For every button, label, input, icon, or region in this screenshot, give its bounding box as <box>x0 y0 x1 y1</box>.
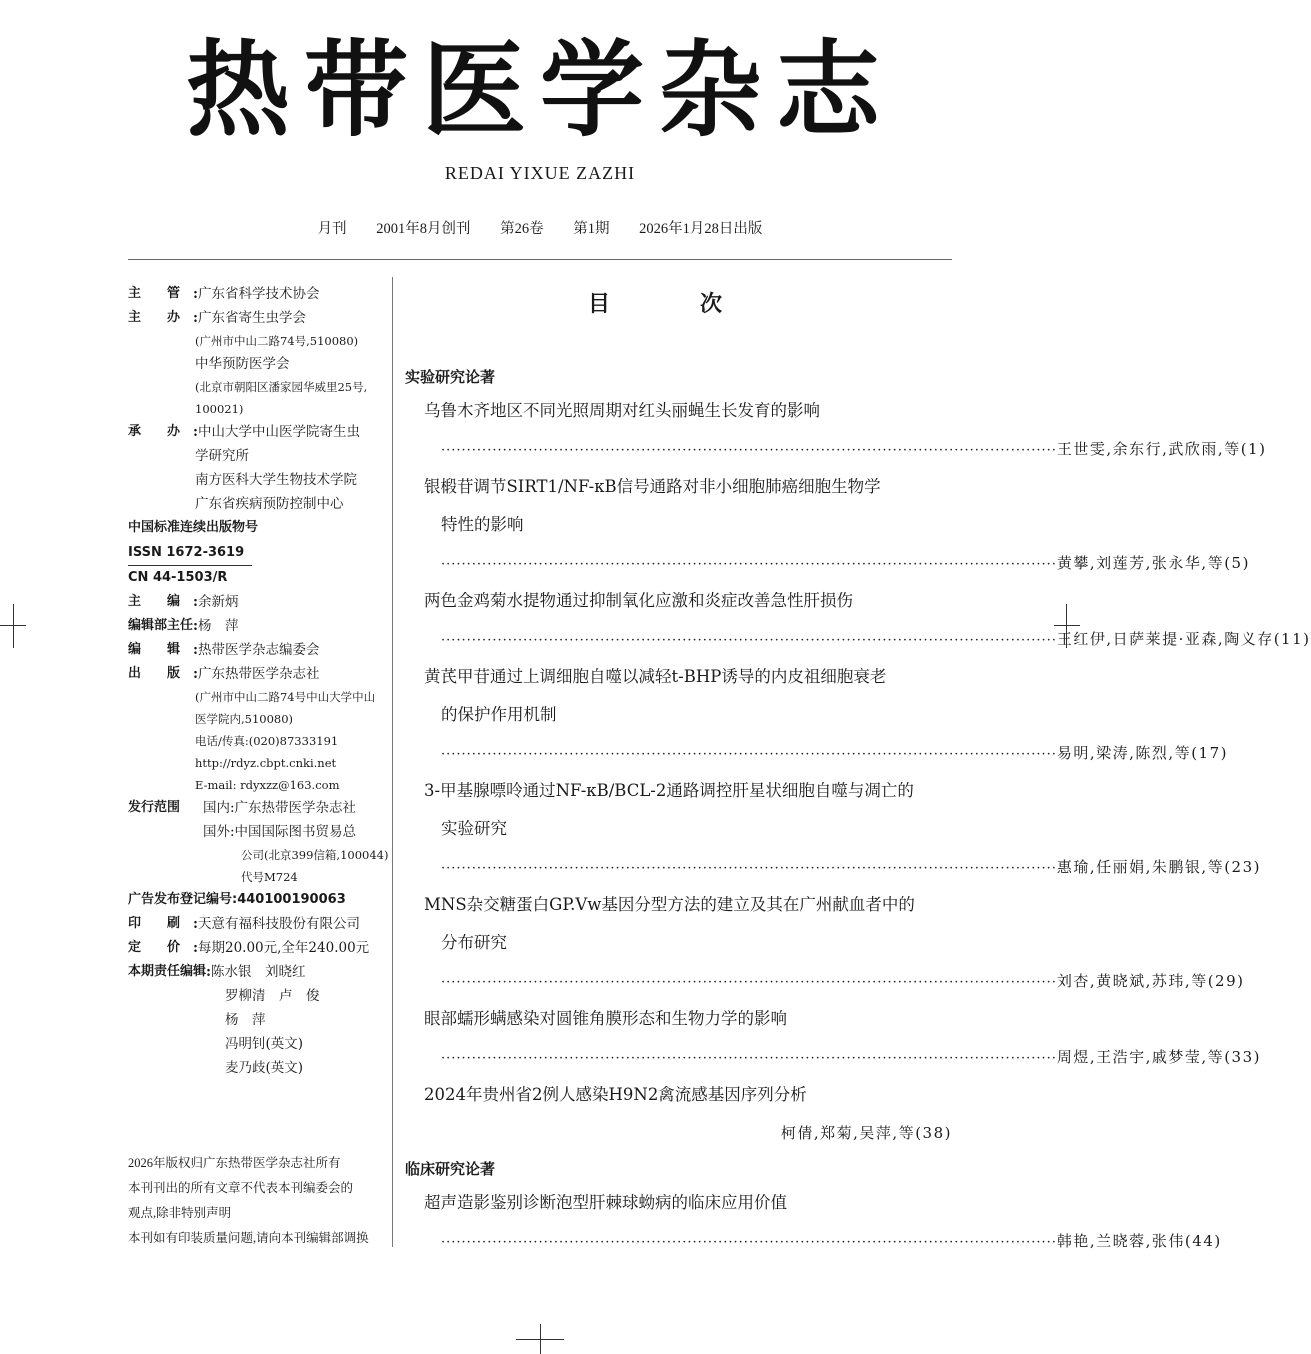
info-office-head: 编辑部主任 : 杨 萍 <box>128 618 239 634</box>
info-sponsor2-address-zip: 100021) <box>195 402 244 416</box>
info-organizer: 承 办 : 中山大学中山医学院寄生虫 <box>128 424 360 440</box>
toc-entry[interactable] <box>405 658 1228 772</box>
info-resp-editor-4: 冯明钊(英文) <box>225 1036 304 1052</box>
info-dist-foreign: 国外:中国国际图书贸易总 <box>203 824 357 840</box>
info-editor: 主 编 : 余新炳 <box>128 594 239 610</box>
journal-pinyin: REDAI YIXUE ZAZHI <box>444 163 636 183</box>
copyright-note: 2026年版权归广东热带医学杂志社所有 <box>128 1156 341 1170</box>
toc-entry[interactable] <box>405 1000 1261 1076</box>
leader-dots: ························································································································ <box>441 443 1057 458</box>
toc-entry-title: 乌鲁木齐地区不同光照周期对红头丽蝇生长发育的影响 <box>424 401 820 420</box>
leader-dots: ························································································································ <box>441 747 1057 762</box>
toc-entry[interactable] <box>405 772 1261 886</box>
toc-entry-authors: 周煜,王浩宇,戚梦莹,等(33) <box>1056 1048 1261 1066</box>
crop-mark-left <box>13 604 14 648</box>
info-distribution: 发行范围 国内:广东热带医学杂志社 <box>128 800 357 816</box>
toc-entry[interactable] <box>405 392 1267 468</box>
issue-volume: 第26卷 <box>500 221 544 237</box>
toc-entry-title: 实验研究 <box>441 819 507 838</box>
info-editorial: 编 辑 : 热带医学杂志编委会 <box>128 642 320 658</box>
toc-entry-title: 黄芪甲苷通过上调细胞自噬以减轻t-BHP诱导的内皮祖细胞衰老 <box>424 667 887 686</box>
issue-founded: 2001年8月创刊 <box>376 221 471 237</box>
info-organizer3: 广东省疾病预防控制中心 <box>195 496 344 512</box>
toc-entry-authors-line <box>405 1222 1222 1260</box>
toc-entry-authors: 柯倩,郑菊,吴萍,等(38) <box>780 1124 952 1142</box>
toc-entry[interactable] <box>405 582 1311 658</box>
leader-dots: ························································································································ <box>441 861 1057 876</box>
info-organizer2: 南方医科大学生物技术学院 <box>195 472 357 488</box>
toc-entry-title: 的保护作用机制 <box>441 705 557 724</box>
toc-entry-authors: 韩艳,兰晓蓉,张伟(44) <box>1056 1232 1222 1250</box>
info-sponsor2-address: (北京市朝阳区潘家园华威里25号, <box>195 380 368 394</box>
toc-entry-title: 特性的影响 <box>441 515 524 534</box>
toc-entry-title: MNS杂交糖蛋白GP.Vw基因分型方法的建立及其在广州献血者中的 <box>424 895 915 914</box>
toc-entry-authors-line <box>405 1114 952 1152</box>
info-ad-registration: 广告发布登记编号:440100190063 <box>128 892 346 907</box>
toc-section-heading: 临床研究论著 <box>405 1160 496 1178</box>
toc-entry-authors-line <box>405 1038 1261 1076</box>
issue-number: 第1期 <box>573 221 610 237</box>
toc-entry-title: 两色金鸡菊水提物通过抑制氧化应激和炎症改善急性肝损伤 <box>424 591 853 610</box>
disclaimer-note-cont: 观点,除非特别声明 <box>128 1206 232 1220</box>
toc-heading: 目 次 <box>587 292 756 317</box>
info-resp-editor-2: 罗柳清 卢 俊 <box>225 988 320 1004</box>
info-resp-editor-3: 杨 萍 <box>225 1012 266 1028</box>
header-divider <box>128 259 952 260</box>
crop-mark-bottom <box>540 1324 541 1354</box>
issue-date: 2026年1月28日出版 <box>639 221 763 237</box>
printing-note: 本刊如有印装质量问题,请向本刊编辑部调换 <box>128 1231 369 1245</box>
toc-entry-authors: 黄攀,刘莲芳,张永华,等(5) <box>1056 554 1250 572</box>
toc-entry-authors-line <box>405 962 1245 1000</box>
toc-entry-authors-line <box>405 734 1228 772</box>
leader-dots: ························································································································ <box>441 1051 1057 1066</box>
leader-dots: ························································································································ <box>441 975 1057 990</box>
toc-entry-authors-line <box>405 620 1311 658</box>
toc-entry-authors: 王红伊,日萨莱提·亚森,陶义存(11) <box>1056 630 1311 648</box>
info-publisher-address: (广州市中山二路74号中山大学中山 <box>195 690 376 704</box>
toc-entry[interactable] <box>405 468 1250 582</box>
toc-entry-authors-line <box>405 544 1250 582</box>
toc-entry-title: 3-甲基腺嘌呤通过NF-κB/BCL-2通路调控肝星状细胞自噬与凋亡的 <box>424 781 914 800</box>
info-price: 定 价 : 每期20.00元,全年240.00元 <box>128 940 370 956</box>
info-dist-code: 代号M724 <box>241 870 298 884</box>
disclaimer-note: 本刊刊出的所有文章不代表本刊编委会的 <box>128 1181 354 1195</box>
info-printer: 印 刷 : 天意有福科技股份有限公司 <box>128 916 360 932</box>
info-publisher-address-cont: 医学院内,510080) <box>195 712 294 726</box>
info-supervisor: 主 管 : 广东省科学技术协会 <box>128 286 320 302</box>
journal-title: 热带医学杂志 <box>185 28 894 151</box>
toc-entry[interactable] <box>405 1184 1222 1260</box>
info-resp-editor-5: 麦乃歧(英文) <box>225 1060 304 1076</box>
table-of-contents <box>405 362 1311 1260</box>
info-sponsor1-address: (广州市中山二路74号,510080) <box>195 334 359 348</box>
leader-dots: ························································································································ <box>441 633 1057 648</box>
serial-heading: 中国标准连续出版物号 <box>128 520 259 535</box>
info-tel: 电话/传真:(020)87333191 <box>195 734 339 748</box>
toc-entry-authors: 刘杏,黄晓斌,苏玮,等(29) <box>1056 972 1245 990</box>
toc-entry-authors: 惠瑜,任丽娟,朱鹏银,等(23) <box>1056 858 1261 876</box>
issue-info <box>0 217 1080 238</box>
toc-section-heading: 实验研究论著 <box>405 368 496 386</box>
info-sponsor2: 中华预防医学会 <box>195 356 290 372</box>
info-organizer1-cont: 学研究所 <box>195 448 249 464</box>
toc-entry-title: 分布研究 <box>441 933 507 952</box>
leader-dots: ························································································································ <box>441 1235 1057 1250</box>
info-sponsor: 主 办 : 广东省寄生虫学会 <box>128 310 306 326</box>
leader-dots: ························································································································ <box>441 557 1057 572</box>
masthead-info <box>128 282 390 1080</box>
toc-entry-authors: 易明,梁涛,陈烈,等(17) <box>1056 744 1228 762</box>
toc-entry-authors: 王世雯,余东行,武欣雨,等(1) <box>1056 440 1267 458</box>
info-responsible-editors: 本期责任编辑 : 陈水银 刘晓红 <box>128 964 306 980</box>
info-url[interactable]: http://rdyz.cbpt.cnki.net <box>195 756 337 770</box>
toc-entry-authors-line <box>405 430 1267 468</box>
info-dist-foreign-cont: 公司(北京399信箱,100044) <box>241 848 389 862</box>
toc-entry-title: 2024年贵州省2例人感染H9N2禽流感基因序列分析 <box>424 1085 807 1104</box>
issn: ISSN 1672-3619 <box>128 540 390 566</box>
toc-entry[interactable] <box>405 1076 952 1152</box>
copyright-notes <box>128 1151 390 1251</box>
toc-entry-title: 眼部蠕形螨感染对圆锥角膜形态和生物力学的影响 <box>424 1009 787 1028</box>
toc-entry-title: 超声造影鉴别诊断泡型肝棘球蚴病的临床应用价值 <box>424 1193 787 1212</box>
info-publisher: 出 版 : 广东热带医学杂志社 <box>128 666 320 682</box>
column-divider <box>392 277 393 1247</box>
info-email[interactable]: E-mail: rdyxzz@163.com <box>195 778 340 792</box>
cn-number: CN 44-1503/R <box>128 570 228 585</box>
toc-entry-authors-line <box>405 848 1261 886</box>
issue-frequency: 月刊 <box>317 221 347 237</box>
toc-entry-title: 银椴苷调节SIRT1/NF-κB信号通路对非小细胞肺癌细胞生物学 <box>424 477 881 496</box>
toc-entry[interactable] <box>405 886 1245 1000</box>
